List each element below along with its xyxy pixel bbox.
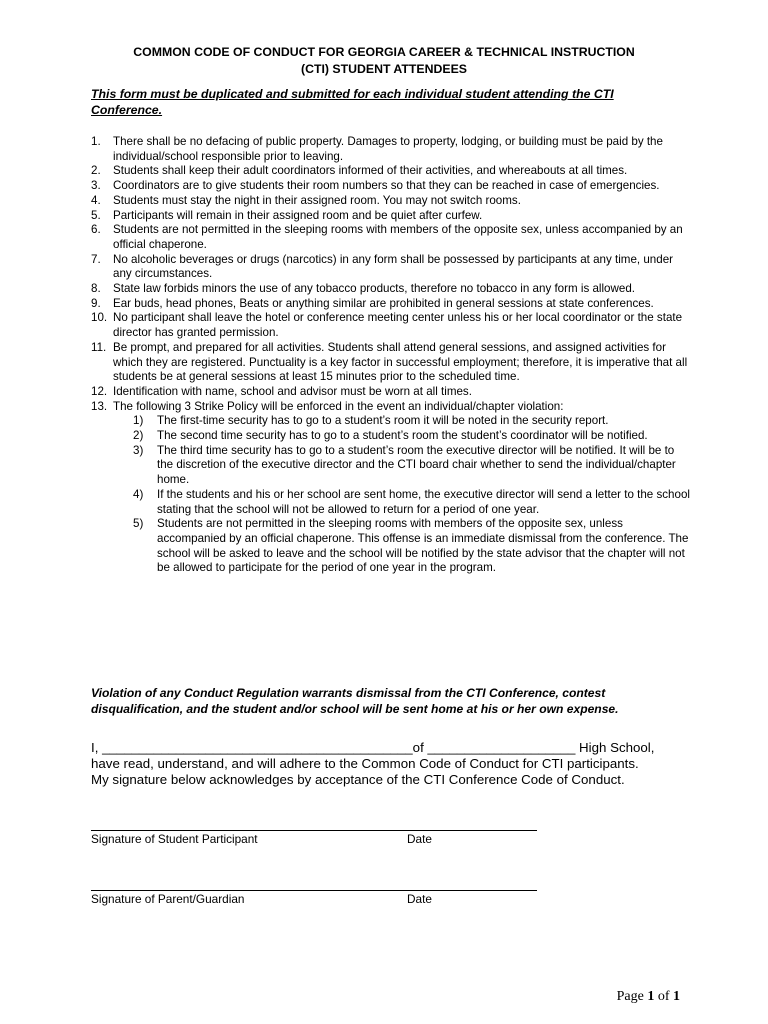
rule-item: [91, 194, 691, 209]
student-signature-label: Signature of Student Participant: [91, 832, 258, 846]
parent-signature-label: Signature of Parent/Guardian: [91, 892, 245, 906]
strike-text: Students are not permitted in the sleeping rooms with members of the opposite sex, unless accompanied by an official chaperone. This offense is an immediate dismissal from the conference. The school will be asked to leave and the school will be notified by the state advisor that the chapter will not be allowed to participate for the period of one year in the program.: [157, 517, 689, 575]
rule-item: [91, 341, 691, 385]
strike-text: The first-time security has to go to a student’s room it will be noted in the security report.: [157, 414, 609, 428]
document-title: [90, 44, 678, 77]
acknowledgement-line-1: I, __________________________________________of ____________________ High School,: [91, 740, 655, 755]
rule-number: 8.: [91, 282, 101, 296]
rule-text: No alcoholic beverages or drugs (narcotics) in any form shall be possessed by participants at any time, under any circumstances.: [113, 252, 673, 281]
current-page-number: 1: [647, 989, 655, 1004]
strike-policy-list: [113, 414, 691, 576]
strike-number: 4): [133, 487, 144, 501]
strike-number: 2): [133, 429, 144, 443]
acknowledgement-line-2: have read, understand, and will adhere to the Common Code of Conduct for CTI participants.: [91, 756, 639, 771]
rule-item: [91, 223, 691, 252]
rule-item: [91, 385, 691, 400]
rule-number: 13.: [91, 399, 108, 413]
rules-list: [91, 135, 691, 576]
rule-number: 9.: [91, 296, 101, 310]
rule-number: 6.: [91, 223, 101, 237]
rule-item: [91, 400, 691, 576]
strike-text: The second time security has to go to a student’s room the student’s coordinator will be notified.: [157, 429, 648, 443]
rule-item: [91, 253, 691, 282]
parent-date-label: Date: [407, 892, 432, 906]
rule-number: 4.: [91, 193, 101, 207]
strike-item: [113, 488, 691, 517]
strike-text: The third time security has to go to a student’s room the executive director will be notified. It will be to the discretion of the executive director and the CTI board chair whether to send the individual/chapter home.: [157, 443, 676, 487]
rule-item: [91, 297, 691, 312]
acknowledgement-paragraph: [91, 740, 691, 788]
rule-text: Students are not permitted in the sleeping rooms with members of the opposite sex, unless accompanied by an official chaperone.: [113, 223, 683, 251]
strike-item: [113, 429, 691, 444]
rule-number: 5.: [91, 208, 101, 222]
rule-number: 12.: [91, 384, 108, 398]
rule-text: No participant shall leave the hotel or conference meeting center unless his or her local coordinator or the state director has granted permission.: [113, 311, 683, 340]
rule-item: [91, 164, 691, 179]
rule-text: State law forbids minors the use of any tobacco products, therefore no tobacco in any form is allowed.: [113, 282, 635, 296]
rule-item: [91, 209, 691, 224]
rule-text: There shall be no defacing of public property. Damages to property, lodging, or building must be paid by the individual/school responsible prior to leaving.: [113, 135, 663, 163]
rule-number: 7.: [91, 252, 101, 266]
student-date-label: Date: [407, 832, 432, 846]
title-line-2: (CTI) STUDENT ATTENDEES: [300, 61, 467, 76]
strike-text: If the students and his or her school are sent home, the executive director will send a letter to the school stating that the school will not be allowed to return for a period of one year.: [157, 487, 690, 516]
rule-text: Be prompt, and prepared for all activities. Students shall attend general sessions, and assigned activities for which they are registered. Punctuality is a key factor in successful employment; therefore, it is imperative that all students be at general sessions at least 15 minutes prior to the scheduled time.: [113, 340, 688, 384]
acknowledgement-line-3: My signature below acknowledges by acceptance of the CTI Conference Code of Conduct.: [91, 772, 625, 787]
rule-text: Coordinators are to give students their room numbers so that they can be reached in case of emergencies.: [113, 179, 660, 193]
total-pages-number: 1: [673, 989, 680, 1004]
title-line-1: COMMON CODE OF CONDUCT FOR GEORGIA CAREER & TECHNICAL INSTRUCTION: [133, 45, 635, 59]
strike-number: 3): [133, 443, 144, 457]
rule-number: 11.: [91, 340, 107, 354]
strike-number: 5): [133, 517, 144, 531]
rule-number: 1.: [91, 135, 101, 148]
rule-item: [91, 135, 691, 164]
rule-text: Ear buds, head phones, Beats or anything similar are prohibited in general sessions at state conferences.: [113, 296, 654, 310]
rule-text: Students must stay the night in their assigned room. You may not switch rooms.: [113, 193, 521, 207]
rule-number: 2.: [91, 164, 101, 178]
of-word: of: [657, 989, 670, 1004]
student-signature-line[interactable]: [91, 830, 537, 831]
rule-item: [91, 179, 691, 194]
page-number-footer: [617, 989, 680, 1005]
rule-item: [91, 282, 691, 297]
rule-text: Students shall keep their adult coordinators informed of their activities, and whereabouts at all times.: [113, 164, 628, 178]
strike-number: 1): [133, 414, 144, 428]
violation-warning: Violation of any Conduct Regulation warrants dismissal from the CTI Conference, contest disqualification, and the student and/or school will be sent home at his or her own expense.: [91, 686, 619, 716]
rule-number: 3.: [91, 179, 101, 193]
rule-text: Participants will remain in their assigned room and be quiet after curfew.: [113, 208, 483, 222]
rule-text: Identification with name, school and advisor must be worn at all times.: [113, 384, 472, 398]
rule-item: [91, 311, 691, 340]
duplicate-notice: This form must be duplicated and submitted for each individual student attending the CTI Conference.: [91, 87, 614, 117]
strike-item: [113, 414, 691, 429]
strike-item: [113, 444, 691, 488]
rule-text: The following 3 Strike Policy will be enforced in the event an individual/chapter violation:: [113, 399, 564, 413]
strike-item: [113, 517, 691, 576]
rule-number: 10.: [91, 311, 108, 325]
parent-signature-line[interactable]: [91, 890, 537, 891]
page-word: Page: [616, 989, 644, 1004]
